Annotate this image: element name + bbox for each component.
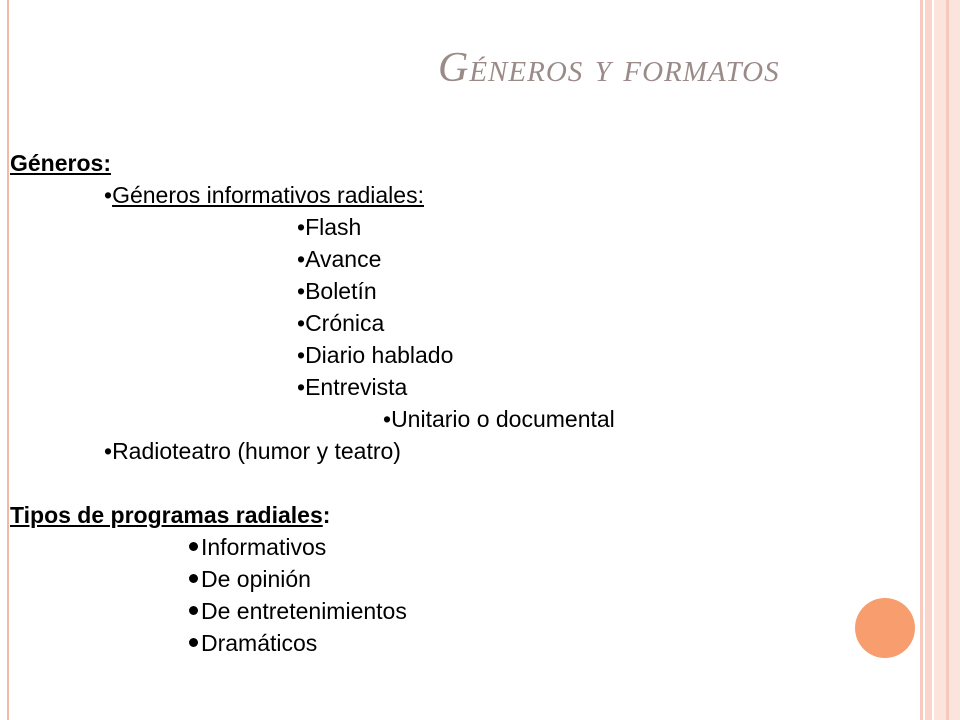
list-item: •Boletín: [297, 278, 377, 304]
bullet-icon: [189, 638, 198, 647]
generos-informativos-item: •Géneros informativos radiales:: [104, 182, 424, 208]
list-item-label: Unitario o documental: [391, 406, 615, 432]
bullet-icon: [189, 606, 198, 615]
left-border-line: [7, 0, 9, 720]
slide-title: Géneros y formatos: [438, 45, 780, 91]
list-item: •Flash: [297, 214, 362, 240]
list-item: [189, 564, 311, 594]
list-item-label: Crónica: [305, 310, 385, 336]
list-item-label: Avance: [305, 246, 382, 272]
list-item-label: Entrevista: [305, 374, 408, 400]
list-item: [189, 596, 407, 626]
tipos-heading-colon: :: [322, 502, 331, 528]
bullet-icon: [189, 542, 198, 551]
right-decorative-stripe: [920, 0, 923, 720]
list-item-label: De entretenimientos: [201, 598, 407, 624]
generos-heading: Géneros:: [10, 150, 111, 176]
list-item-label: Flash: [305, 214, 362, 240]
list-item-label: De opinión: [201, 566, 311, 592]
tipos-heading: [10, 500, 330, 530]
list-item-label: Diario hablado: [305, 342, 454, 368]
list-item: •Entrevista: [297, 374, 408, 400]
list-item-label: Boletín: [305, 278, 377, 304]
tipos-heading-text: Tipos de programas radiales: [10, 502, 323, 528]
list-item: •Diario hablado: [297, 342, 454, 368]
list-item: •Crónica: [297, 310, 385, 336]
list-item-label: Informativos: [201, 534, 327, 560]
bullet-icon: [189, 574, 198, 583]
generos-informativos-label: Géneros informativos radiales:: [112, 182, 424, 208]
list-item: •Avance: [297, 246, 382, 272]
right-decorative-stripe: [925, 0, 932, 720]
radioteatro-item: •Radioteatro (humor y teatro): [104, 438, 401, 464]
list-item-label: Dramáticos: [201, 630, 318, 656]
decorative-circle: [855, 598, 915, 658]
list-item: [189, 532, 326, 562]
list-item: •Unitario o documental: [383, 406, 615, 432]
right-decorative-stripe: [946, 0, 949, 720]
list-item: [189, 628, 317, 658]
radioteatro-label: Radioteatro (humor y teatro): [112, 438, 401, 464]
